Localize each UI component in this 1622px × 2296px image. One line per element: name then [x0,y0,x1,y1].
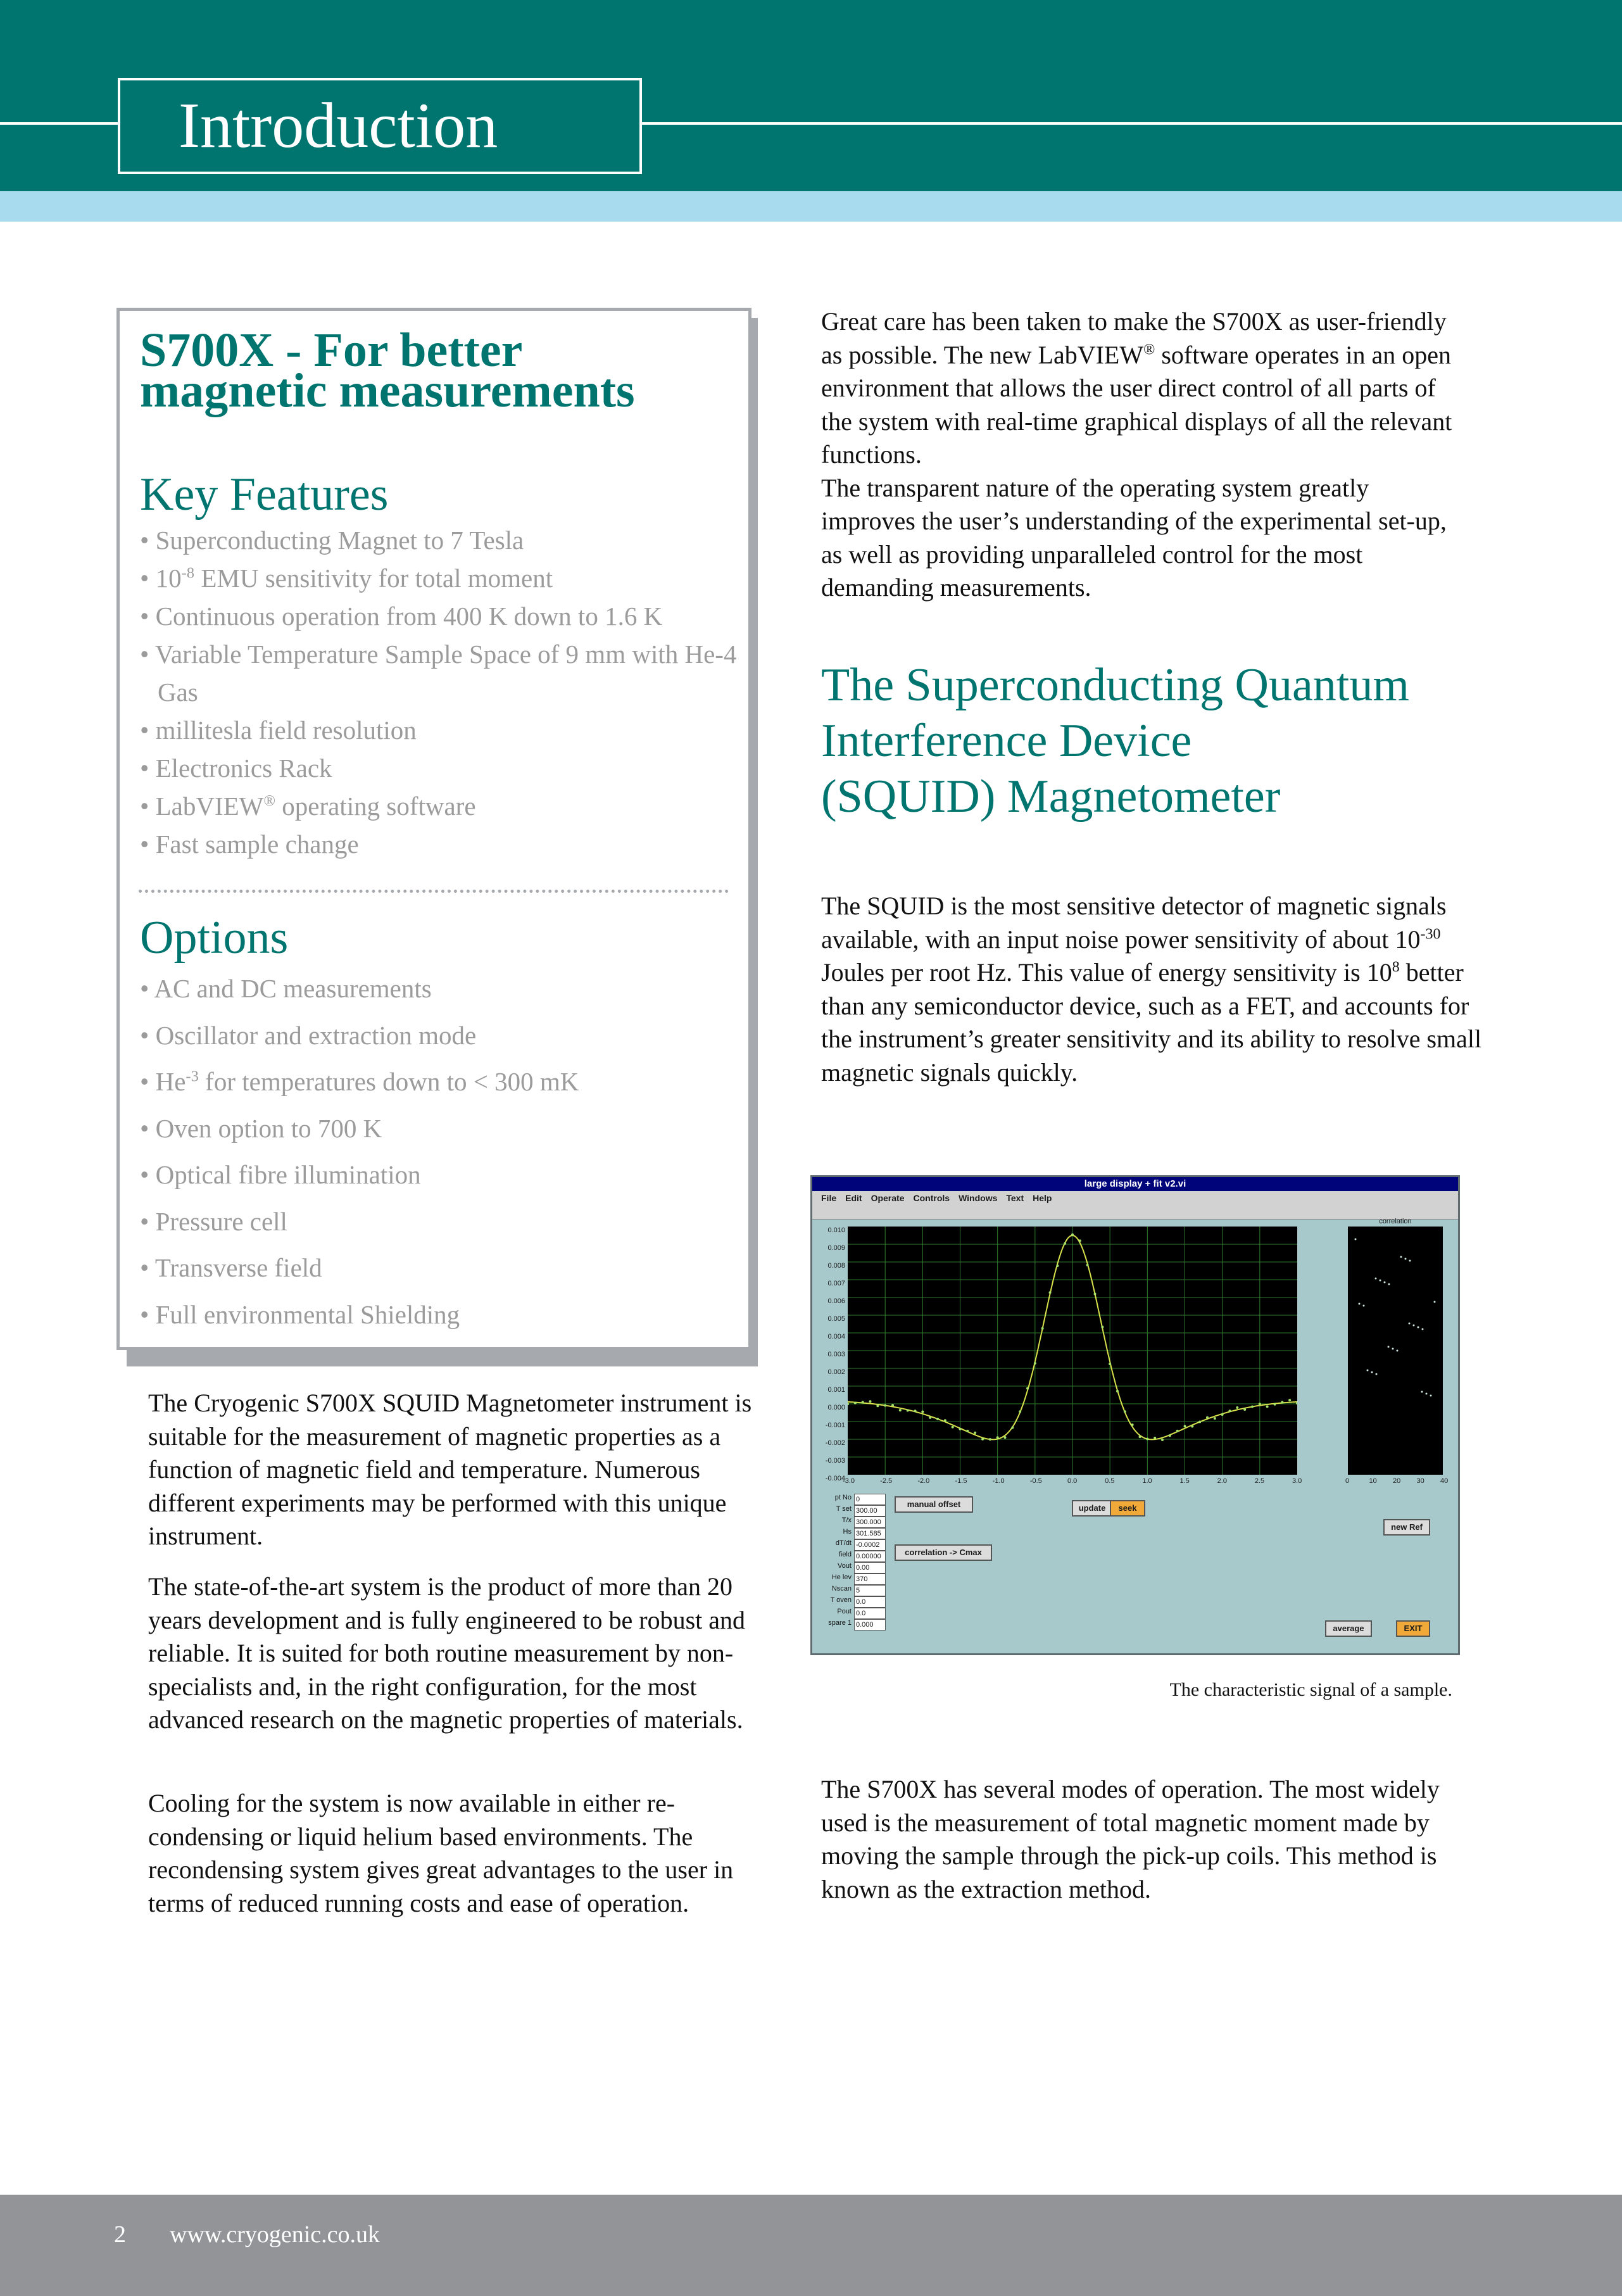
control-label: Hs [843,1528,852,1536]
signal-point [1229,1410,1231,1412]
menu-item[interactable]: Text [1006,1193,1024,1203]
signal-point [1161,1439,1164,1441]
option-item: • Oscillator and extraction mode [140,1020,477,1050]
plot-x-tick: 0.0 [1067,1477,1078,1485]
menu-item[interactable]: Operate [871,1193,905,1203]
option-item: • $He^{-3}$ for temperatures down to < 300 mK [140,1067,579,1096]
signal-point [1184,1425,1186,1427]
lv-button-update[interactable]: update [1072,1500,1112,1517]
plot-y-tick: -0.004 [825,1475,845,1482]
corr-point [1426,1393,1428,1395]
menu-item[interactable]: Controls [913,1193,950,1203]
control-label: Vout [837,1562,852,1570]
correlation-plot [1348,1227,1443,1475]
corr-point [1409,1260,1411,1262]
plot-y-tick: 0.009 [827,1244,845,1252]
key-feature-item: • Variable Temperature Sample Space of 9 mm with He-4 Gas [140,640,737,707]
plot-y-ticks [815,1223,846,1482]
control-value[interactable]: 0.00000 [854,1551,886,1562]
plot-y-tick: 0.001 [827,1386,845,1394]
signal-point [1094,1292,1097,1295]
signal-point [899,1409,902,1411]
corr-point [1355,1239,1357,1240]
control-label: Pout [837,1608,852,1615]
key-feature-item: • $10^{-8}$ EMU sensitivity for total moment [140,564,553,593]
signal-point [869,1400,872,1403]
features-box [116,308,751,1350]
control-label: T/x [841,1517,852,1524]
control-value[interactable]: 301.585 [854,1528,886,1539]
corr-point [1375,1278,1377,1280]
signal-point [1004,1436,1007,1439]
signal-point [1198,1420,1201,1423]
corr-point [1384,1282,1386,1284]
left-paragraph-2: The state-of-the-art system is the product of more than 20 years development and is fully engineered to be robust and reliable. It is suited for both routine measurement by non-specialists and, in the right configuration, for the most advanced research on the magnetic properties of materials. [148,1572,746,1734]
corr-x-tick: 0 [1345,1477,1350,1485]
corr-point [1376,1373,1378,1375]
signal-point [1139,1435,1141,1438]
plot-y-tick: -0.001 [825,1422,845,1429]
plot-x-tick: 3.0 [1292,1477,1302,1485]
signal-plot-svg [848,1227,1297,1475]
signal-point [1146,1438,1148,1441]
option-item: • Pressure cell [140,1206,287,1236]
menu-item[interactable]: Help [1033,1193,1052,1203]
signal-point [1124,1410,1126,1413]
signal-point [1019,1410,1021,1413]
plot-y-tick: 0.003 [827,1351,845,1358]
plot-y-tick: 0.007 [827,1280,845,1287]
signal-point [1236,1406,1238,1409]
plot-y-tick: 0.000 [827,1404,845,1411]
control-value[interactable]: 0 [854,1494,886,1505]
features-heading [140,324,729,417]
lv-button-correlation-cmax[interactable]: correlation -> Cmax [895,1544,992,1561]
key-feature-item: • Electronics Rack [140,754,332,783]
control-value[interactable]: 370 [854,1574,886,1585]
control-value[interactable]: 0.00 [854,1562,886,1574]
correlation-title: correlation [1379,1218,1412,1225]
signal-point [1221,1413,1224,1416]
corr-point [1392,1348,1394,1350]
corr-point [1397,1350,1399,1352]
control-label: T oven [830,1596,852,1604]
signal-point [1274,1403,1276,1406]
signal-point [1079,1239,1081,1242]
signal-point [1288,1399,1291,1401]
signal-point [1154,1437,1156,1439]
option-item: • Optical fibre illumination [140,1160,421,1189]
signal-point [876,1404,879,1407]
corr-point [1388,1346,1390,1348]
plot-x-tick: -0.5 [1029,1477,1042,1485]
header-strip [0,191,1622,222]
corr-point [1371,1372,1373,1373]
signal-point [1011,1427,1014,1429]
control-label: pt No [834,1494,852,1501]
control-value[interactable]: 0.0 [854,1596,886,1608]
control-value[interactable]: 0.000 [854,1619,886,1631]
option-item: • Oven option to 700 K [140,1113,382,1143]
corr-point [1421,1391,1423,1393]
signal-point [1071,1233,1074,1236]
signal-point [981,1438,984,1441]
signal-point [944,1419,946,1422]
plot-x-tick: -2.5 [880,1477,893,1485]
signal-point [1176,1430,1179,1432]
menu-item[interactable]: File [821,1193,837,1203]
option-item: • Full environmental Shielding [140,1299,460,1329]
features-heading-line1: S700X - For better [140,324,523,377]
signal-point [1026,1387,1029,1390]
signal-point [1131,1423,1134,1426]
plot-x-tick: 1.5 [1179,1477,1190,1485]
plot-y-tick: 0.002 [827,1368,845,1376]
signal-point [959,1428,962,1430]
corr-point [1409,1323,1411,1325]
left-paragraph-1: The Cryogenic S700X SQUID Magnetometer instrument is suitable for the measurement of magnetic properties as a function of magnetic field and temperature. Numerous different experiments may be performed with this unique instrument. [148,1389,752,1550]
lv-button-seek[interactable]: seek [1110,1500,1145,1517]
control-label: He lev [831,1574,852,1581]
options-title: Options [140,912,289,964]
corr-x-tick: 10 [1369,1477,1377,1485]
corr-point [1418,1327,1419,1328]
signal-point [966,1430,969,1432]
signal-point [848,1403,849,1405]
control-label: field [838,1551,852,1558]
key-feature-item: • millitesla field resolution [140,716,417,745]
signal-point [1281,1401,1283,1403]
plot-x-tick: -3.0 [843,1477,855,1485]
signal-point [974,1432,976,1434]
plot-x-tick: 2.5 [1254,1477,1265,1485]
plot-x-tick: -1.0 [992,1477,1005,1485]
dotted-divider [139,890,729,893]
right-paragraph-3: The S700X has several modes of operation. The most widely used is the measurement of total magnetic moment made by moving the sample through the pick-up coils. This method is known as the extraction method. [821,1775,1440,1903]
corr-point [1367,1370,1369,1372]
key-feature-item: • Superconducting Magnet to 7 Tesla [140,526,524,555]
plot-x-tick: 1.0 [1142,1477,1152,1485]
plot-x-ticks [843,1477,1302,1487]
control-label: spare 1 [828,1619,852,1627]
corr-point [1359,1303,1361,1305]
figure-caption: The characteristic signal of a sample. [1169,1679,1452,1700]
menu-item[interactable]: Windows [959,1193,998,1203]
signal-point [936,1418,939,1420]
signal-point [907,1410,909,1412]
signal-point [1251,1406,1254,1408]
labview-screenshot [810,1175,1460,1655]
corr-x-tick: 20 [1393,1477,1401,1485]
corr-point [1434,1301,1436,1303]
control-value[interactable]: 5 [854,1585,886,1596]
control-value[interactable]: 300.000 [854,1517,886,1528]
lv-button-new-ref[interactable]: new Ref [1383,1519,1430,1536]
corr-x-tick: 40 [1440,1477,1449,1485]
plot-y-tick: 0.006 [827,1297,845,1305]
plot-y-tick: -0.003 [825,1457,845,1465]
signal-point [854,1402,857,1404]
plot-y-tick: 0.005 [827,1315,845,1323]
corr-point [1400,1256,1402,1258]
footer-url[interactable]: www.cryogenic.co.uk [170,2221,380,2248]
key-feature-item: • Continuous operation from 400 K down to 1.6 K [140,602,663,631]
signal-point [1259,1403,1261,1405]
corr-point [1388,1284,1390,1285]
control-value[interactable]: -0.0002 [854,1539,886,1551]
plot-x-tick: -1.5 [955,1477,967,1485]
key-features-list [140,521,741,863]
signal-point [1064,1242,1066,1245]
plot-x-tick: 2.0 [1217,1477,1227,1485]
left-paragraph-3: Cooling for the system is now available in either re-condensing or liquid helium based environments. The recondensing system gives great advantages to the user in terms of reduced running costs and ease of operation. [148,1789,734,1917]
options-list [140,966,741,1338]
corr-point [1430,1395,1432,1397]
option-item: • Transverse field [140,1253,322,1282]
key-features-title: Key Features [140,469,389,520]
key-feature-item: • LabVIEW® operating software [140,792,476,821]
page-number: 2 [114,2221,126,2248]
features-heading-line2: magnetic measurements [140,364,635,417]
signal-point [862,1401,864,1403]
signal-point [884,1404,886,1407]
correlation-x-ticks [1345,1477,1449,1487]
signal-point [1086,1264,1089,1266]
lv-button-exit[interactable]: EXIT [1396,1620,1430,1637]
signal-point [1214,1417,1216,1420]
control-label: T set [836,1505,852,1513]
corr-x-tick: 30 [1416,1477,1424,1485]
signal-point [1116,1390,1119,1392]
signal-point [952,1426,954,1429]
corr-point [1405,1258,1407,1260]
signal-point [1191,1425,1193,1428]
key-feature-item: • Fast sample change [140,829,359,859]
signal-point [1101,1326,1103,1328]
signal-point [1266,1405,1269,1408]
signal-point [921,1410,924,1413]
page-title: Introduction [118,78,642,174]
control-value[interactable]: 0.0 [854,1608,886,1619]
menu-bar [812,1191,1458,1205]
signal-point [1056,1265,1059,1267]
control-label: dT/dt [835,1539,852,1547]
corr-point [1413,1325,1415,1327]
option-item: • AC and DC measurements [140,974,432,1003]
menu-item[interactable]: Edit [845,1193,862,1203]
control-panel [819,1494,1452,1646]
corr-point [1380,1280,1381,1282]
right-paragraph-1: Great care has been taken to make the S700X as user-friendly as possible. The new LabVIEW® software operates in an open environment that allows the user direct control of all parts of the system with real-time graphical displays of all the relevant functions. The transparent nature of the operating system greatly improves the user’s understanding of the experimental set-up, as well as providing unparalleled control for the most demanding measurements. [821,307,1452,602]
corr-point [1363,1305,1365,1307]
plot-x-tick: -2.0 [917,1477,930,1485]
signal-point [929,1416,931,1419]
signal-point [1109,1363,1111,1365]
signal-point [1041,1327,1044,1330]
squid-heading: The Superconducting Quantum Interference Device (SQUID) Magnetometer [821,659,1409,823]
lv-button-manual-offset[interactable]: manual offset [895,1496,973,1513]
plot-y-tick: 0.010 [827,1227,845,1234]
signal-point [1169,1434,1171,1437]
signal-point [996,1436,999,1439]
signal-point [1049,1291,1052,1294]
signal-point [989,1438,991,1441]
correlation-plot-svg [1348,1227,1443,1475]
plot-x-tick: 0.5 [1105,1477,1115,1485]
signal-plot [848,1227,1297,1475]
plot-y-tick: 0.008 [827,1262,845,1270]
plot-y-tick: 0.004 [827,1333,845,1340]
signal-point [1034,1362,1036,1365]
window-title: large display + fit v2.vi [812,1177,1458,1191]
right-paragraph-2: The SQUID is the most sensitive detector of magnetic signals available, with an input noise power sensitivity of about $10^{-30}$ Joules per root Hz. This value of energy sensitivity is $10^8$ better than any semiconductor device, such as a FET, and accounts for the instrument’s greater sensitivity and its ability to resolve small magnetic signals quickly. [821,892,1482,1087]
plot-y-tick: -0.002 [825,1439,845,1447]
signal-point [891,1404,894,1406]
lv-button-average[interactable]: average [1325,1620,1372,1637]
signal-point [1206,1416,1209,1419]
signal-point [914,1410,917,1412]
signal-point [1243,1408,1246,1411]
control-label: Nscan [831,1585,852,1593]
corr-point [1422,1328,1424,1330]
control-value[interactable]: 300.00 [854,1505,886,1517]
